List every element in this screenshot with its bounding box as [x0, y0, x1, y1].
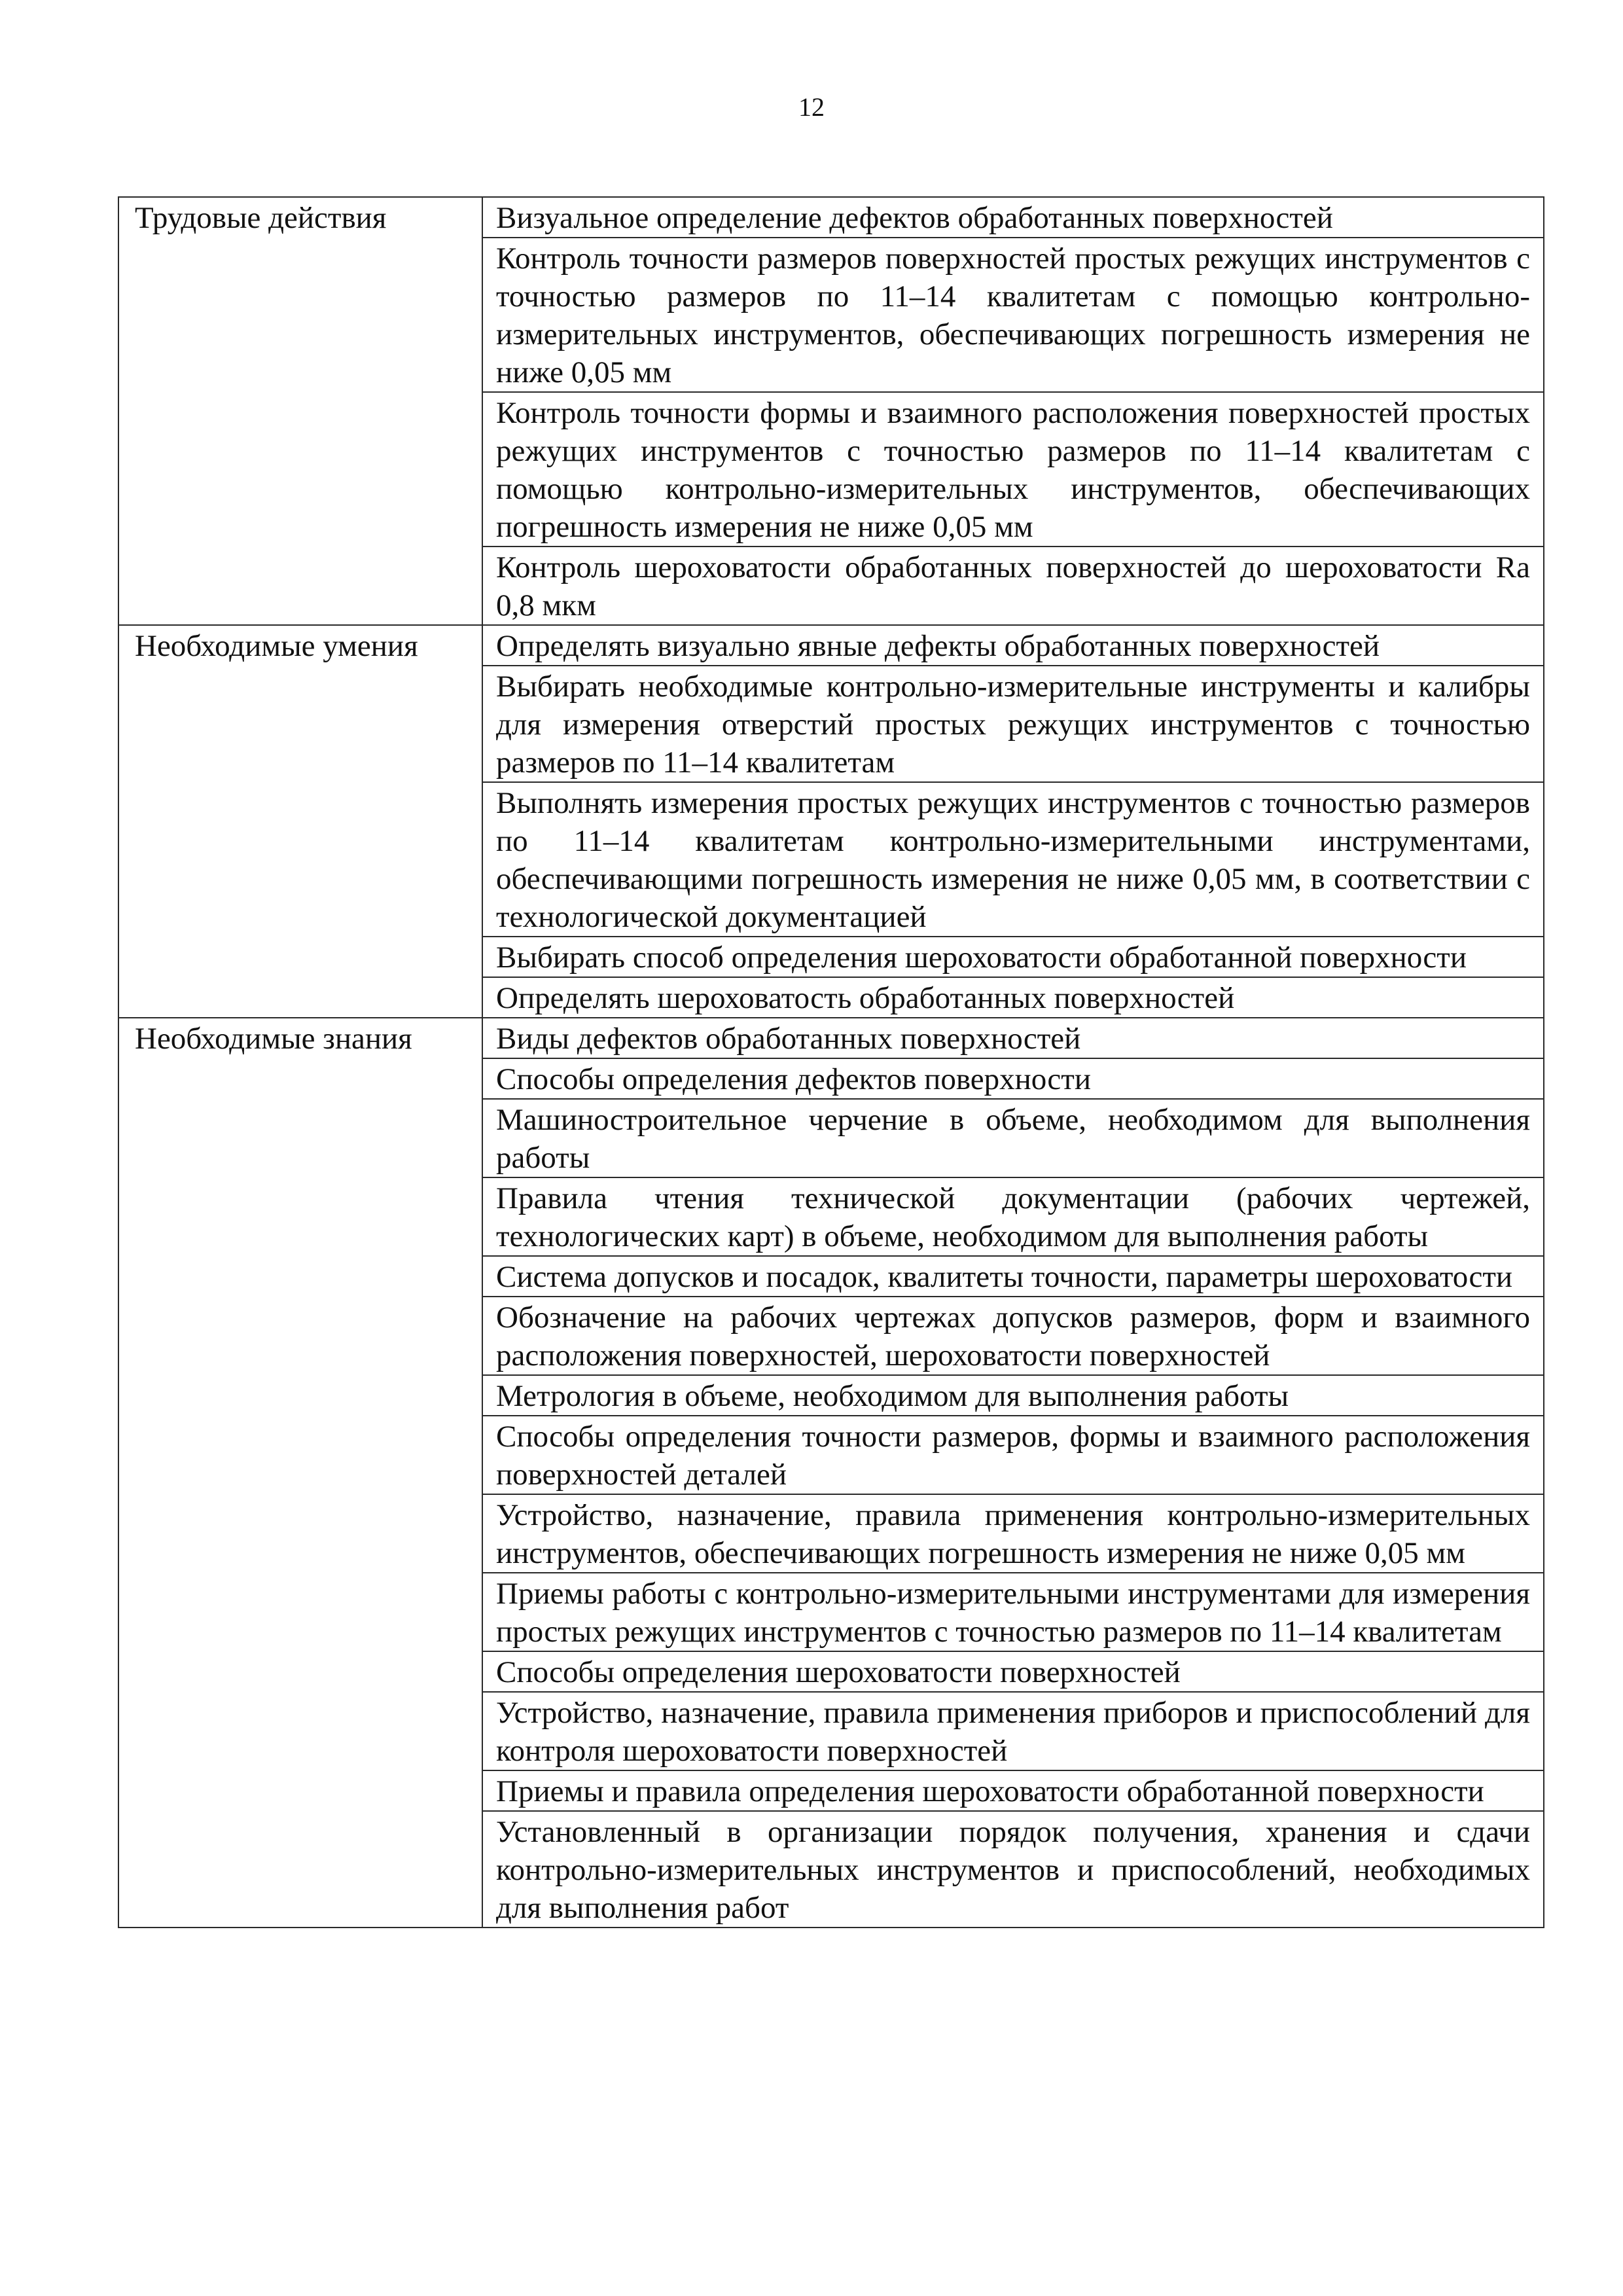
table-cell: Способы определения шероховатости поверхностей	[482, 1651, 1544, 1692]
table-cell: Выбирать способ определения шероховатости обработанной поверхности	[482, 937, 1544, 977]
table-row	[118, 625, 1544, 666]
page-number: 12	[798, 92, 825, 122]
table-cell: Контроль шероховатости обработанных поверхностей до шероховатости Ra 0,8 мкм	[482, 547, 1544, 625]
table-cell: Выполнять измерения простых режущих инструментов с точностью размеров по 11–14 квалитетам контрольно-измерительными инструментами, обеспечивающими погрешность измерения не ниже 0,05 мм, в соответствии с технологической документацией	[482, 782, 1544, 937]
table-cell: Виды дефектов обработанных поверхностей	[482, 1018, 1544, 1058]
table-cell: Контроль точности размеров поверхностей простых режущих инструментов с точностью размеров по 11–14 квалитетам с помощью контрольно-измерительных инструментов, обеспечивающих погрешность измерения не ниже 0,05 мм	[482, 238, 1544, 392]
table-cell: Метрология в объеме, необходимом для выполнения работы	[482, 1375, 1544, 1416]
table-cell: Устройство, назначение, правила применения контрольно-измерительных инструментов, обеспечивающих погрешность измерения не ниже 0,05 мм	[482, 1494, 1544, 1573]
section-label-required-knowledge: Необходимые знания	[118, 1018, 482, 1928]
table-cell: Определять шероховатость обработанных поверхностей	[482, 977, 1544, 1018]
table-cell: Контроль точности формы и взаимного расположения поверхностей простых режущих инструментов с точностью размеров по 11–14 квалитетам с помощью контрольно-измерительных инструментов, обеспечивающих погрешность измерения не ниже 0,05 мм	[482, 392, 1544, 547]
section-label-labor-actions: Трудовые действия	[118, 197, 482, 625]
section-label-required-skills: Необходимые умения	[118, 625, 482, 1018]
table-cell: Установленный в организации порядок получения, хранения и сдачи контрольно-измерительных инструментов и приспособлений, необходимых для выполнения работ	[482, 1811, 1544, 1928]
table-cell: Устройство, назначение, правила применения приборов и приспособлений для контроля шероховатости поверхностей	[482, 1692, 1544, 1770]
table-cell: Определять визуально явные дефекты обработанных поверхностей	[482, 625, 1544, 666]
table-cell: Машиностроительное черчение в объеме, необходимом для выполнения работы	[482, 1099, 1544, 1177]
table-cell: Правила чтения технической документации (рабочих чертежей, технологических карт) в объеме, необходимом для выполнения работы	[482, 1177, 1544, 1256]
table-cell: Система допусков и посадок, квалитеты точности, параметры шероховатости	[482, 1256, 1544, 1297]
table-cell: Приемы и правила определения шероховатости обработанной поверхности	[482, 1770, 1544, 1811]
table-cell: Обозначение на рабочих чертежах допусков размеров, форм и взаимного расположения поверхностей, шероховатости поверхностей	[482, 1297, 1544, 1375]
requirements-table	[118, 196, 1544, 1928]
table-cell: Способы определения дефектов поверхности	[482, 1058, 1544, 1099]
table-row	[118, 1018, 1544, 1058]
table-cell: Выбирать необходимые контрольно-измерительные инструменты и калибры для измерения отверстий простых режущих инструментов с точностью размеров по 11–14 квалитетам	[482, 666, 1544, 782]
table-cell: Приемы работы с контрольно-измерительными инструментами для измерения простых режущих инструментов с точностью размеров по 11–14 квалитетам	[482, 1573, 1544, 1651]
table-cell: Способы определения точности размеров, формы и взаимного расположения поверхностей деталей	[482, 1416, 1544, 1494]
table-row	[118, 197, 1544, 238]
table-cell: Визуальное определение дефектов обработанных поверхностей	[482, 197, 1544, 238]
